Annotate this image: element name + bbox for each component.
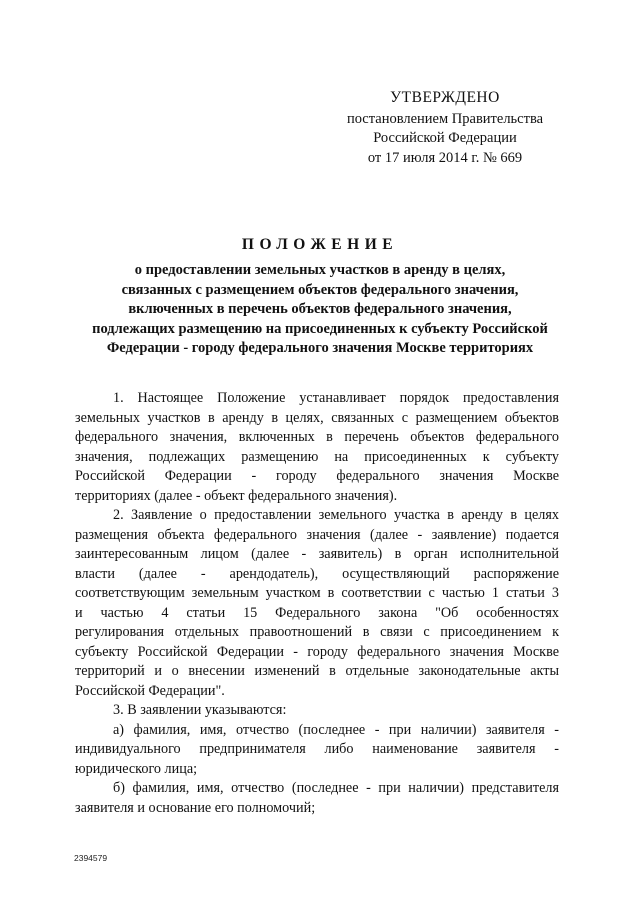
- text-line: земельных участков в аренду в целях, связанных с размещением объектов: [75, 409, 559, 426]
- text-line: Российской Федерации".: [75, 682, 225, 699]
- approval-line: от 17 июля 2014 г. № 669: [367, 149, 523, 166]
- text-line: и частью 4 статьи 15 Федерального закона "Об особенностях: [75, 604, 559, 621]
- text-line: 1. Настоящее Положение устанавливает порядок предоставления: [113, 390, 559, 406]
- paragraph-2: [75, 506, 559, 701]
- paragraph-1: [75, 389, 559, 506]
- document-subtitle: [60, 261, 580, 359]
- text-line: власти (далее - арендодатель), осуществляющий распоряжение: [75, 565, 559, 582]
- text-line: а) фамилия, имя, отчество (последнее - при наличии) заявителя -: [113, 721, 559, 738]
- subparagraph-b: [75, 779, 559, 818]
- text-line: соответствующим земельным участком в соответствии с частью 1 статьи 3: [75, 585, 559, 601]
- text-line: субъекту Российской Федерации - городу федерального значения Москве: [75, 643, 559, 660]
- approval-block: [330, 88, 560, 168]
- text-line: Российской Федерации - городу федерального значения Москве: [75, 468, 559, 484]
- text-line: заявителя и основание его полномочий;: [75, 799, 316, 816]
- text-line: регулирования отдельных правоотношений в связи с присоединением к: [75, 624, 559, 640]
- text-line: 2. Заявление о предоставлении земельного участка в аренду в целях: [113, 507, 559, 523]
- text-line: размещения объекта федерального значения (далее - заявление) подается: [75, 526, 559, 543]
- approval-line: постановлением Правительства: [346, 110, 544, 127]
- subtitle-line: подлежащих размещению на присоединенных к субъекту Российской: [92, 320, 548, 337]
- subtitle-line: о предоставлении земельных участков в аренду в целях,: [134, 262, 506, 278]
- text-line: 3. В заявлении указываются:: [113, 702, 287, 718]
- subtitle-line: Федерации - городу федерального значения Москве территориях: [106, 340, 534, 356]
- text-line: юридического лица;: [75, 760, 198, 777]
- document-code: 2394579: [74, 853, 108, 863]
- approval-line: Российской Федерации: [373, 130, 517, 146]
- text-line: территорий и о внесении изменений в отдельные законодательные акты: [75, 663, 559, 679]
- document-body: [75, 389, 559, 818]
- text-line: б) фамилия, имя, отчество (последнее - при наличии) представителя: [113, 780, 559, 796]
- subtitle-line: включенных в перечень объектов федерального значения,: [128, 301, 512, 317]
- document-title: ПОЛОЖЕНИЕ: [241, 236, 399, 253]
- text-line: значения, подлежащих размещению на присоединенных к субъекту: [75, 448, 559, 465]
- text-line: федерального значения, включенных в перечень объектов федерального: [75, 429, 559, 445]
- subparagraph-a: [75, 721, 559, 780]
- text-line: территориях (далее - объект федерального значения).: [75, 487, 398, 504]
- approval-heading: УТВЕРЖДЕНО: [390, 89, 500, 106]
- subtitle-line: связанных с размещением объектов федерального значения,: [121, 281, 519, 298]
- paragraph-3: [75, 701, 559, 721]
- text-line: заинтересованным лицом (далее - заявитель) в орган исполнительной: [75, 546, 559, 562]
- text-line: индивидуального предпринимателя либо наименование заявителя -: [75, 741, 559, 757]
